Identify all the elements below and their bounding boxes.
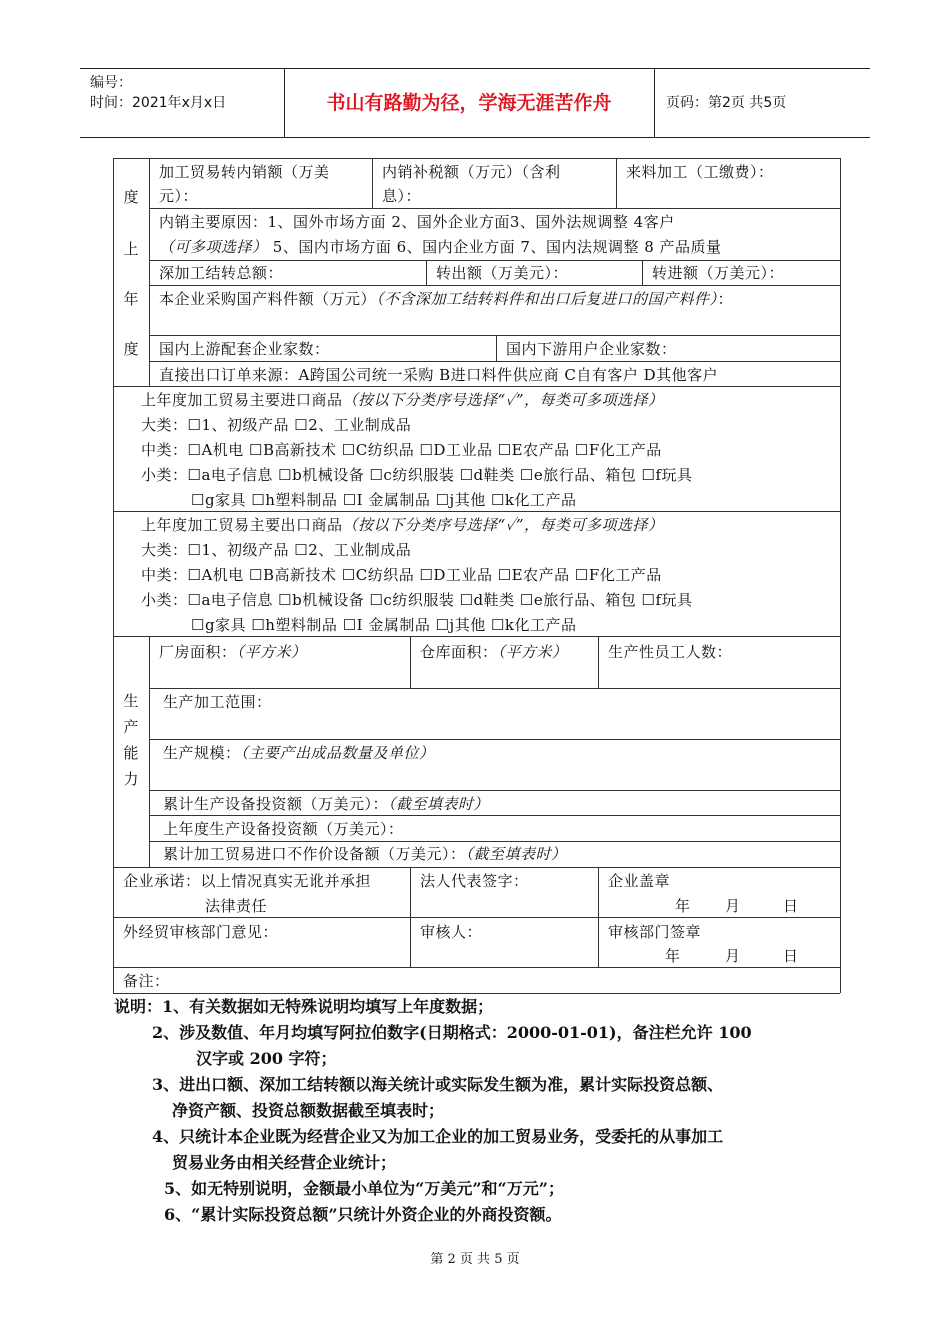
label-shang: 上 bbox=[123, 240, 139, 258]
row-divider bbox=[149, 335, 840, 336]
r1-c: 来料加工（工缴费）： bbox=[626, 163, 774, 181]
label-du-top: 度 bbox=[123, 188, 139, 206]
reviewer: 审核人： bbox=[420, 923, 483, 941]
company-seal: 企业盖章 bbox=[608, 872, 671, 890]
r2-line2-rest: 5、国内市场方面 6、国内企业方面 7、国内法规调整 8 产品质量 bbox=[267, 238, 722, 256]
r4 bbox=[159, 289, 733, 309]
label-capacity-1: 生 bbox=[123, 692, 139, 710]
export-big-class: 大类：☐1、初级产品 ☐2、工业制成品 bbox=[141, 541, 412, 559]
legal-rep-signature: 法人代表签字： bbox=[420, 872, 529, 890]
note-5: 5、如无特别说明，金额最小单位为“万美元”和“万元”； bbox=[164, 1179, 564, 1198]
export-small-class-2: ☐g家具 ☐h塑料制品 ☐I 金属制品 ☐j其他 ☐k化工产品 bbox=[191, 616, 577, 634]
cell-divider bbox=[642, 260, 643, 285]
review-date-day: 日 bbox=[783, 947, 799, 965]
import-title bbox=[141, 390, 664, 410]
row-divider bbox=[113, 967, 840, 968]
r1-a-line2: 元）： bbox=[159, 187, 199, 205]
warehouse-area bbox=[420, 642, 568, 662]
row-divider bbox=[149, 208, 840, 209]
r2-line1: 内销主要原因：1、国外市场方面 2、国外企业方面3、国外法规调整 4客户 bbox=[159, 213, 675, 231]
r4-label: 本企业采购国产料件额（万元） bbox=[159, 290, 377, 308]
seal-date-day: 日 bbox=[783, 897, 799, 915]
label-column-divider bbox=[149, 636, 150, 867]
export-title-note: （按以下分类序号选择“✓”，每类可多项选择） bbox=[342, 516, 664, 534]
production-scope: 生产加工范围： bbox=[163, 693, 272, 711]
r4-tail: ： bbox=[717, 290, 734, 308]
export-mid-class: 中类：☐A机电 ☐B高新技术 ☐C纺织品 ☐D工业品 ☐E农产品 ☐F化工产品 bbox=[141, 566, 662, 584]
review-opinion: 外经贸审核部门意见： bbox=[123, 923, 279, 941]
equip-free bbox=[163, 844, 567, 864]
note-4a: 4、只统计本企业既为经营企业又为加工企业的加工贸易业务，受委托的从事加工 bbox=[152, 1127, 724, 1146]
label-capacity-4: 力 bbox=[123, 770, 139, 788]
header-meta bbox=[90, 73, 226, 113]
header-divider bbox=[654, 69, 655, 137]
label-capacity-2: 产 bbox=[123, 718, 139, 736]
import-big-class: 大类：☐1、初级产品 ☐2、工业制成品 bbox=[141, 416, 412, 434]
export-title bbox=[141, 515, 664, 535]
promise-line1: 企业承诺：以上情况真实无讹并承担 bbox=[123, 872, 372, 890]
row-divider bbox=[149, 815, 840, 816]
r2-line2 bbox=[159, 237, 722, 257]
row-divider bbox=[149, 739, 840, 740]
note-2b: 汉字或 200 字符； bbox=[196, 1049, 337, 1068]
label-du: 度 bbox=[123, 340, 139, 358]
row-divider bbox=[149, 688, 840, 689]
table-border bbox=[840, 158, 841, 993]
table-border bbox=[113, 158, 840, 159]
header-page-label: 页码：第2页 共5页 bbox=[666, 95, 787, 111]
production-scale bbox=[163, 743, 435, 763]
note-3b: 净资产额、投资总额数据截至填表时； bbox=[172, 1101, 445, 1120]
cell-divider bbox=[598, 636, 599, 688]
note-1: 说明：1、有关数据如无特殊说明均填写上年度数据； bbox=[114, 997, 494, 1016]
row-divider bbox=[113, 636, 840, 637]
cell-divider bbox=[426, 260, 427, 285]
factory-area-unit: （平方米） bbox=[236, 643, 307, 661]
seal-date-month: 月 bbox=[725, 897, 741, 915]
label-column-divider bbox=[149, 158, 150, 386]
review-dept-sign: 审核部门签章 bbox=[608, 923, 702, 941]
r3-c: 转进额（万美元）： bbox=[652, 264, 785, 282]
row-divider bbox=[113, 867, 840, 868]
equip-total bbox=[163, 794, 489, 814]
equip-free-note: （截至填表时） bbox=[465, 845, 567, 863]
factory-area bbox=[159, 642, 307, 662]
import-title-text: 上年度加工贸易主要进口商品 bbox=[141, 391, 343, 409]
equip-total-label: 累计生产设备投资额（万美元）： bbox=[163, 795, 389, 813]
review-date-month: 月 bbox=[725, 947, 741, 965]
r1-b-line1: 内销补税额（万元）（含利 bbox=[382, 163, 561, 181]
time-label: 时间：2021年x月x日 bbox=[90, 95, 227, 111]
page-header bbox=[80, 68, 870, 138]
promise-line2: 法律责任 bbox=[205, 897, 268, 915]
header-motto: 书山有路勤为径，学海无涯苦作舟 bbox=[326, 92, 612, 114]
note-6: 6、“累计实际投资总额”只统计外资企业的外商投资额。 bbox=[164, 1205, 562, 1224]
production-scale-label: 生产规模： bbox=[163, 744, 241, 762]
export-title-text: 上年度加工贸易主要出口商品 bbox=[141, 516, 343, 534]
export-small-class-1: 小类：☐a电子信息 ☐b机械设备 ☐c纺织服装 ☐d鞋类 ☐e旅行品、箱包 ☐f玩具 bbox=[141, 591, 693, 609]
form-table bbox=[113, 158, 840, 993]
worker-count: 生产性员工人数： bbox=[608, 643, 733, 661]
r6: 直接出口订单来源：A跨国公司统一采购 B进口料件供应商 C自有客户 D其他客户 bbox=[159, 366, 719, 384]
production-scale-note: （主要产出成品数量及单位） bbox=[240, 744, 435, 762]
r3-a: 深加工结转总额： bbox=[159, 264, 284, 282]
note-3a: 3、进出口额、深加工结转额以海关统计或实际发生额为准，累计实际投资总额、 bbox=[152, 1075, 724, 1094]
note-2a: 2、涉及数值、年月均填写阿拉伯数字(日期格式：2000-01-01)，备注栏允许 100 bbox=[152, 1023, 752, 1042]
row-divider bbox=[149, 841, 840, 842]
row-divider bbox=[113, 386, 840, 387]
r1-a-line1: 加工贸易转内销额（万美 bbox=[159, 163, 330, 181]
r4-note: （不含深加工结转料件和出口后复进口的国产料件） bbox=[376, 290, 718, 308]
doc-no-label: 编号： bbox=[90, 75, 132, 91]
row-divider bbox=[149, 361, 840, 362]
review-date-year: 年 bbox=[665, 947, 681, 965]
r3-b: 转出额（万美元）： bbox=[436, 264, 569, 282]
r1-b-line2: 息）： bbox=[382, 187, 422, 205]
page-footer: 第 2 页 共 5 页 bbox=[430, 1252, 520, 1267]
seal-date-year: 年 bbox=[675, 897, 691, 915]
import-small-class-2: ☐g家具 ☐h塑料制品 ☐I 金属制品 ☐j其他 ☐k化工产品 bbox=[191, 491, 577, 509]
r5-b: 国内下游用户企业家数： bbox=[506, 340, 677, 358]
cell-divider bbox=[616, 158, 617, 208]
warehouse-area-unit: （平方米） bbox=[497, 643, 568, 661]
equip-free-label: 累计加工贸易进口不作价设备额（万美元）： bbox=[163, 845, 466, 863]
row-divider bbox=[149, 790, 840, 791]
import-small-class-1: 小类：☐a电子信息 ☐b机械设备 ☐c纺织服装 ☐d鞋类 ☐e旅行品、箱包 ☐f玩具 bbox=[141, 466, 693, 484]
note-4b: 贸易业务由相关经营企业统计； bbox=[172, 1153, 397, 1172]
factory-area-label: 厂房面积： bbox=[159, 643, 237, 661]
r2-line2-italic: （可多项选择） bbox=[159, 238, 268, 256]
label-capacity-3: 能 bbox=[123, 744, 139, 762]
row-divider bbox=[149, 285, 840, 286]
remark: 备注： bbox=[123, 972, 170, 990]
cell-divider bbox=[372, 158, 373, 208]
row-divider bbox=[113, 917, 840, 918]
import-mid-class: 中类：☐A机电 ☐B高新技术 ☐C纺织品 ☐D工业品 ☐E农产品 ☐F化工产品 bbox=[141, 441, 662, 459]
equip-last-year: 上年度生产设备投资额（万美元）： bbox=[163, 820, 404, 838]
row-divider bbox=[149, 260, 840, 261]
row-divider bbox=[113, 511, 840, 512]
label-nian: 年 bbox=[123, 290, 139, 308]
warehouse-area-label: 仓库面积： bbox=[420, 643, 498, 661]
equip-total-note: （截至填表时） bbox=[388, 795, 490, 813]
import-title-note: （按以下分类序号选择“✓”，每类可多项选择） bbox=[342, 391, 664, 409]
r5-a: 国内上游配套企业家数： bbox=[159, 340, 330, 358]
cell-divider bbox=[410, 636, 411, 688]
cell-divider bbox=[496, 335, 497, 361]
